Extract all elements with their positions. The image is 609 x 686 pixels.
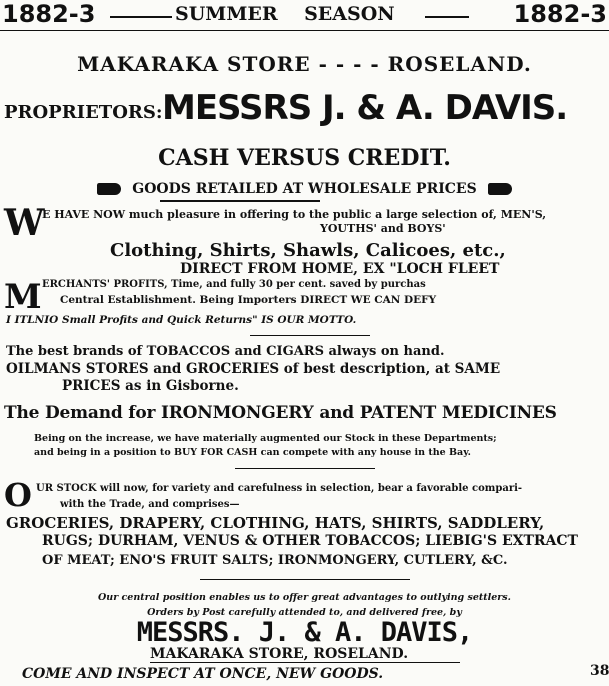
tobacco-line2: OILMANS STORES and GROCERIES of best description, at SAME bbox=[6, 361, 501, 377]
pointing-hand-left-icon bbox=[97, 183, 121, 195]
para1-line4: DIRECT FROM HOME, EX "LOCH FLEET bbox=[180, 261, 500, 277]
pointing-hand-right-icon bbox=[488, 183, 512, 195]
proprietors-label: PROPRIETORS: bbox=[4, 102, 163, 123]
store-line: MAKARAKA STORE - - - - ROSELAND. bbox=[77, 52, 532, 76]
demand-line2: Being on the increase, we have materially augmented our Stock in these Departments; bbox=[34, 433, 497, 444]
demand-line1: The Demand for IRONMONGERY and PATENT MEDICINES bbox=[4, 403, 557, 423]
footer-closing: COME AND INSPECT AT ONCE, NEW GOODS. bbox=[22, 666, 384, 682]
year-left: 1882-3 bbox=[2, 0, 96, 28]
goods-text: GOODS RETAILED AT WHOLESALE PRICES bbox=[132, 181, 477, 197]
store-underline bbox=[150, 662, 460, 663]
para1-line2: YOUTHS' and BOYS' bbox=[320, 222, 446, 235]
headline: CASH VERSUS CREDIT. bbox=[158, 145, 451, 171]
goods-line bbox=[0, 181, 609, 197]
para1-line1: E HAVE NOW much pleasure in offering to the public a large selection of, MEN'S, bbox=[42, 208, 547, 221]
year-right: 1882-3 bbox=[513, 0, 607, 28]
footer-names: MESSRS. J. & A. DAVIS, bbox=[136, 617, 473, 648]
drop-cap-m: M bbox=[4, 277, 42, 317]
season-title: SUMMER SEASON bbox=[175, 3, 395, 25]
stock-line5: OF MEAT; ENO'S FRUIT SALTS; IRONMONGERY, CUTLERY, &C. bbox=[42, 553, 508, 568]
drop-cap-w: W bbox=[4, 202, 45, 244]
divider-3 bbox=[200, 579, 410, 580]
footer-store: MAKARAKA STORE, ROSELAND. bbox=[150, 646, 409, 662]
divider-2 bbox=[235, 468, 375, 469]
para2-line2: Central Establishment. Being Importers DIRECT WE CAN DEFY bbox=[60, 294, 437, 306]
header-dash-left bbox=[110, 16, 172, 18]
header-dash-right bbox=[425, 16, 469, 18]
footer-line1: Our central position enables us to offer great advantages to outlying settlers. bbox=[98, 592, 511, 603]
para2-line3: I ITLNIO Small Profits and Quick Returns" IS OUR MOTTO. bbox=[6, 314, 357, 326]
para1-line3: Clothing, Shirts, Shawls, Calicoes, etc., bbox=[110, 240, 506, 261]
stock-line3: GROCERIES, DRAPERY, CLOTHING, HATS, SHIRTS, SADDLERY, bbox=[6, 514, 545, 532]
stock-line4: RUGS; DURHAM, VENUS & OTHER TOBACCOS; LIEBIG'S EXTRACT bbox=[42, 533, 578, 549]
stock-line1: UR STOCK will now, for variety and carefulness in selection, bear a favorable compari- bbox=[36, 483, 523, 494]
demand-line3: and being in a position to BUY FOR CASH can compete with any house in the Bay. bbox=[34, 447, 471, 458]
footer-number: 38 bbox=[590, 663, 609, 679]
header-row bbox=[0, 0, 609, 28]
goods-underline bbox=[160, 200, 320, 202]
footer-line2: Orders by Post carefully attended to, and delivered free, by bbox=[147, 607, 462, 618]
para2-line1: ERCHANTS' PROFITS, Time, and fully 30 per cent. saved by purchas bbox=[42, 279, 426, 290]
divider-1 bbox=[250, 335, 370, 336]
drop-cap-o: O bbox=[4, 476, 32, 514]
proprietors-names: MESSRS J. & A. DAVIS. bbox=[162, 88, 568, 128]
header-rule bbox=[0, 30, 609, 31]
tobacco-line3: PRICES as in Gisborne. bbox=[62, 378, 239, 394]
stock-line2: with the Trade, and comprises— bbox=[60, 499, 240, 510]
tobacco-line1: The best brands of TOBACCOS and CIGARS always on hand. bbox=[6, 344, 445, 359]
